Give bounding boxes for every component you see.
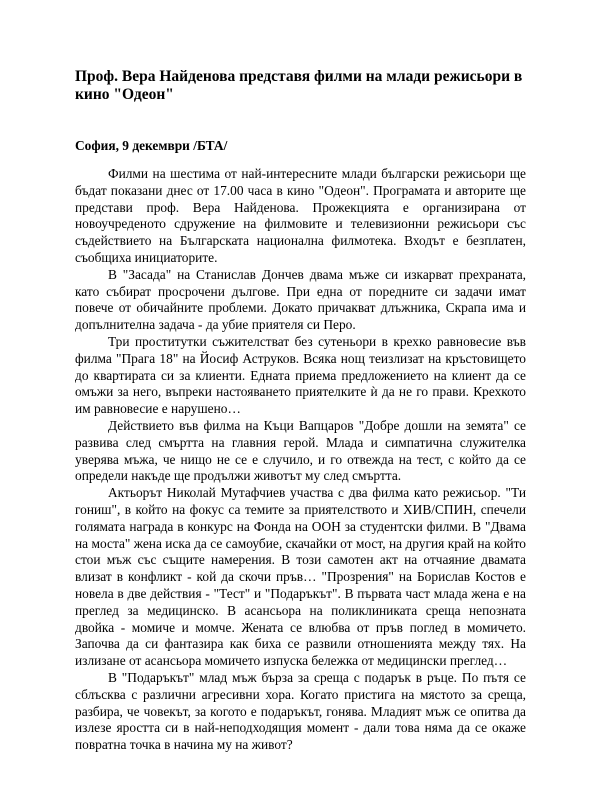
paragraph: Филми на шестима от най-интересните млади български режисьори ще бъдат показани днес от 17.00 часа в кино "Одеон". Програмата и авторите ще представи проф. Вера Найденова. Прожекцията е организирана от новоучреденото сдружение на филмовите и телевизионни режисьори със съдействието на Българската национална филмотека. Входът е безплатен, съобщиха инициаторите. (75, 166, 526, 265)
paragraph: Действието във филма на Къци Вапцаров "Добре дошли на земята" се развива след смъртта на главния герой. Млада и симпатична служителка уверява мъжа, че нищо не се е случило, и го отвежда на тест, с който да се определи накъде ще продължи животът му след смъртта. (75, 417, 526, 484)
article-headline: Проф. Вера Найденова представя филми на млади режисьори в кино "Одеон" (75, 68, 523, 103)
paragraph: Актьорът Николай Мутафчиев участва с два филма като режисьор. "Ти гониш", в който на фокус са темите за приятелството и ХИВ/СПИН, спечели голямата награда в конкурс на Фонда на ООН за студентски филми. В "Двама на моста" жена иска да се самоубие, скачайки от мост, на другия край на който стои мъж със същите намерения. В този самотен акт на отчаяние двамата влизат в конфликт - кой да скочи пръв… "Прозрения" на Борислав Костов е новела в две действия - "Тест" и "Подаръкът". В първата част млада жена е на преглед за медицинско. В асансьора на поликлиниката среща непозната двойка - момиче и момче. Жената се влюбва от пръв поглед в момичето. Започва да си фантазира как биха се развили отношенията между тях. На излизане от асансьора момичето изпуска бележка от медицински преглед… (75, 485, 526, 669)
paragraph: Три проститутки съжителстват без сутеньори в крехко равновесие във филма "Прага 18" на Йосиф Аструков. Всяка нощ теизлизат на кръстовището до квартирата си за клиенти. Едната приема предложението на клиент да се омъжи за него, въпреки настояването приятелките ѝ да не го прави. Крехкото им равновесие е нарушено… (75, 333, 526, 417)
article (75, 68, 526, 754)
paragraph: В "Засада" на Станислав Дончев двама мъже си изкарват прехраната, като събират просрочени дългове. При една от поредните си задачи имат повече от обичайните проблеми. Докато причакват длъжника, Скрапа има и допълнителна задача - да убие приятеля си Перо. (75, 266, 526, 333)
paragraph: В "Подаръкът" млад мъж бърза за среща с подарък в ръце. По пътя се сблъсква с различни агресивни хора. Когато пристига на мястото за среща, разбира, че човекът, за когото е подаръкът, гонява. Младият мъж се опитва да излезе яростта си в най-неподходящия момент - дали това няма да се окаже повратна точка в начина му на живот? (75, 669, 526, 753)
article-dateline: София, 9 декември /БТА/ (75, 138, 228, 153)
article-body (75, 166, 526, 754)
